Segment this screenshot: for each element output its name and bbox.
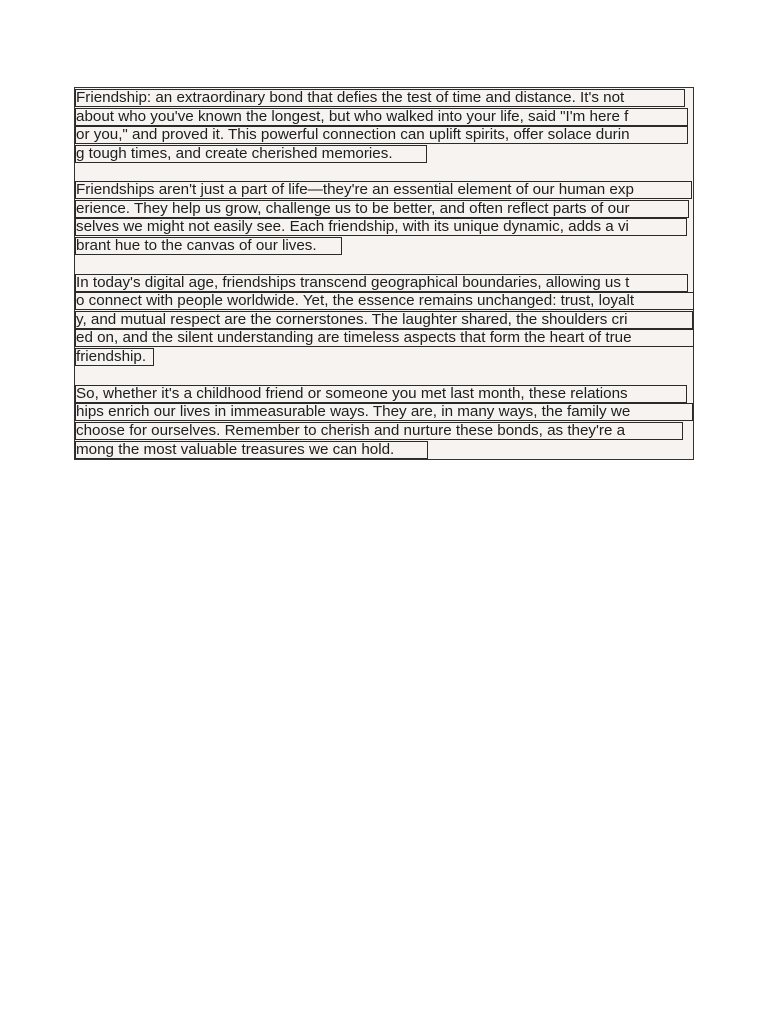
text-line: hips enrich our lives in immeasurable ways. They are, in many ways, the family we xyxy=(75,403,693,421)
text-line: So, whether it's a childhood friend or someone you met last month, these relations xyxy=(75,385,687,403)
text-line: Friendships aren't just a part of life—they're an essential element of our human exp xyxy=(75,181,692,199)
text-line: friendship. xyxy=(75,348,154,366)
text-line: erience. They help us grow, challenge us to be better, and often reflect parts of our xyxy=(75,200,689,218)
text-line: about who you've known the longest, but who walked into your life, said "I'm here f xyxy=(75,108,688,126)
text-line: choose for ourselves. Remember to cherish and nurture these bonds, as they're a xyxy=(75,422,683,440)
text-line: Friendship: an extraordinary bond that defies the test of time and distance. It's not xyxy=(75,89,685,107)
text-block xyxy=(74,87,694,460)
text-line: g tough times, and create cherished memories. xyxy=(75,145,427,163)
text-line: mong the most valuable treasures we can hold. xyxy=(75,441,428,459)
text-line: or you," and proved it. This powerful connection can uplift spirits, offer solace durin xyxy=(75,126,688,144)
text-line: selves we might not easily see. Each friendship, with its unique dynamic, adds a vi xyxy=(75,218,687,236)
text-line: y, and mutual respect are the cornerstones. The laughter shared, the shoulders cri xyxy=(75,311,693,329)
text-line: o connect with people worldwide. Yet, the essence remains unchanged: trust, loyalt xyxy=(75,292,694,310)
text-line: brant hue to the canvas of our lives. xyxy=(75,237,342,255)
text-line: ed on, and the silent understanding are timeless aspects that form the heart of true xyxy=(75,329,694,347)
text-line: In today's digital age, friendships transcend geographical boundaries, allowing us t xyxy=(75,274,688,292)
